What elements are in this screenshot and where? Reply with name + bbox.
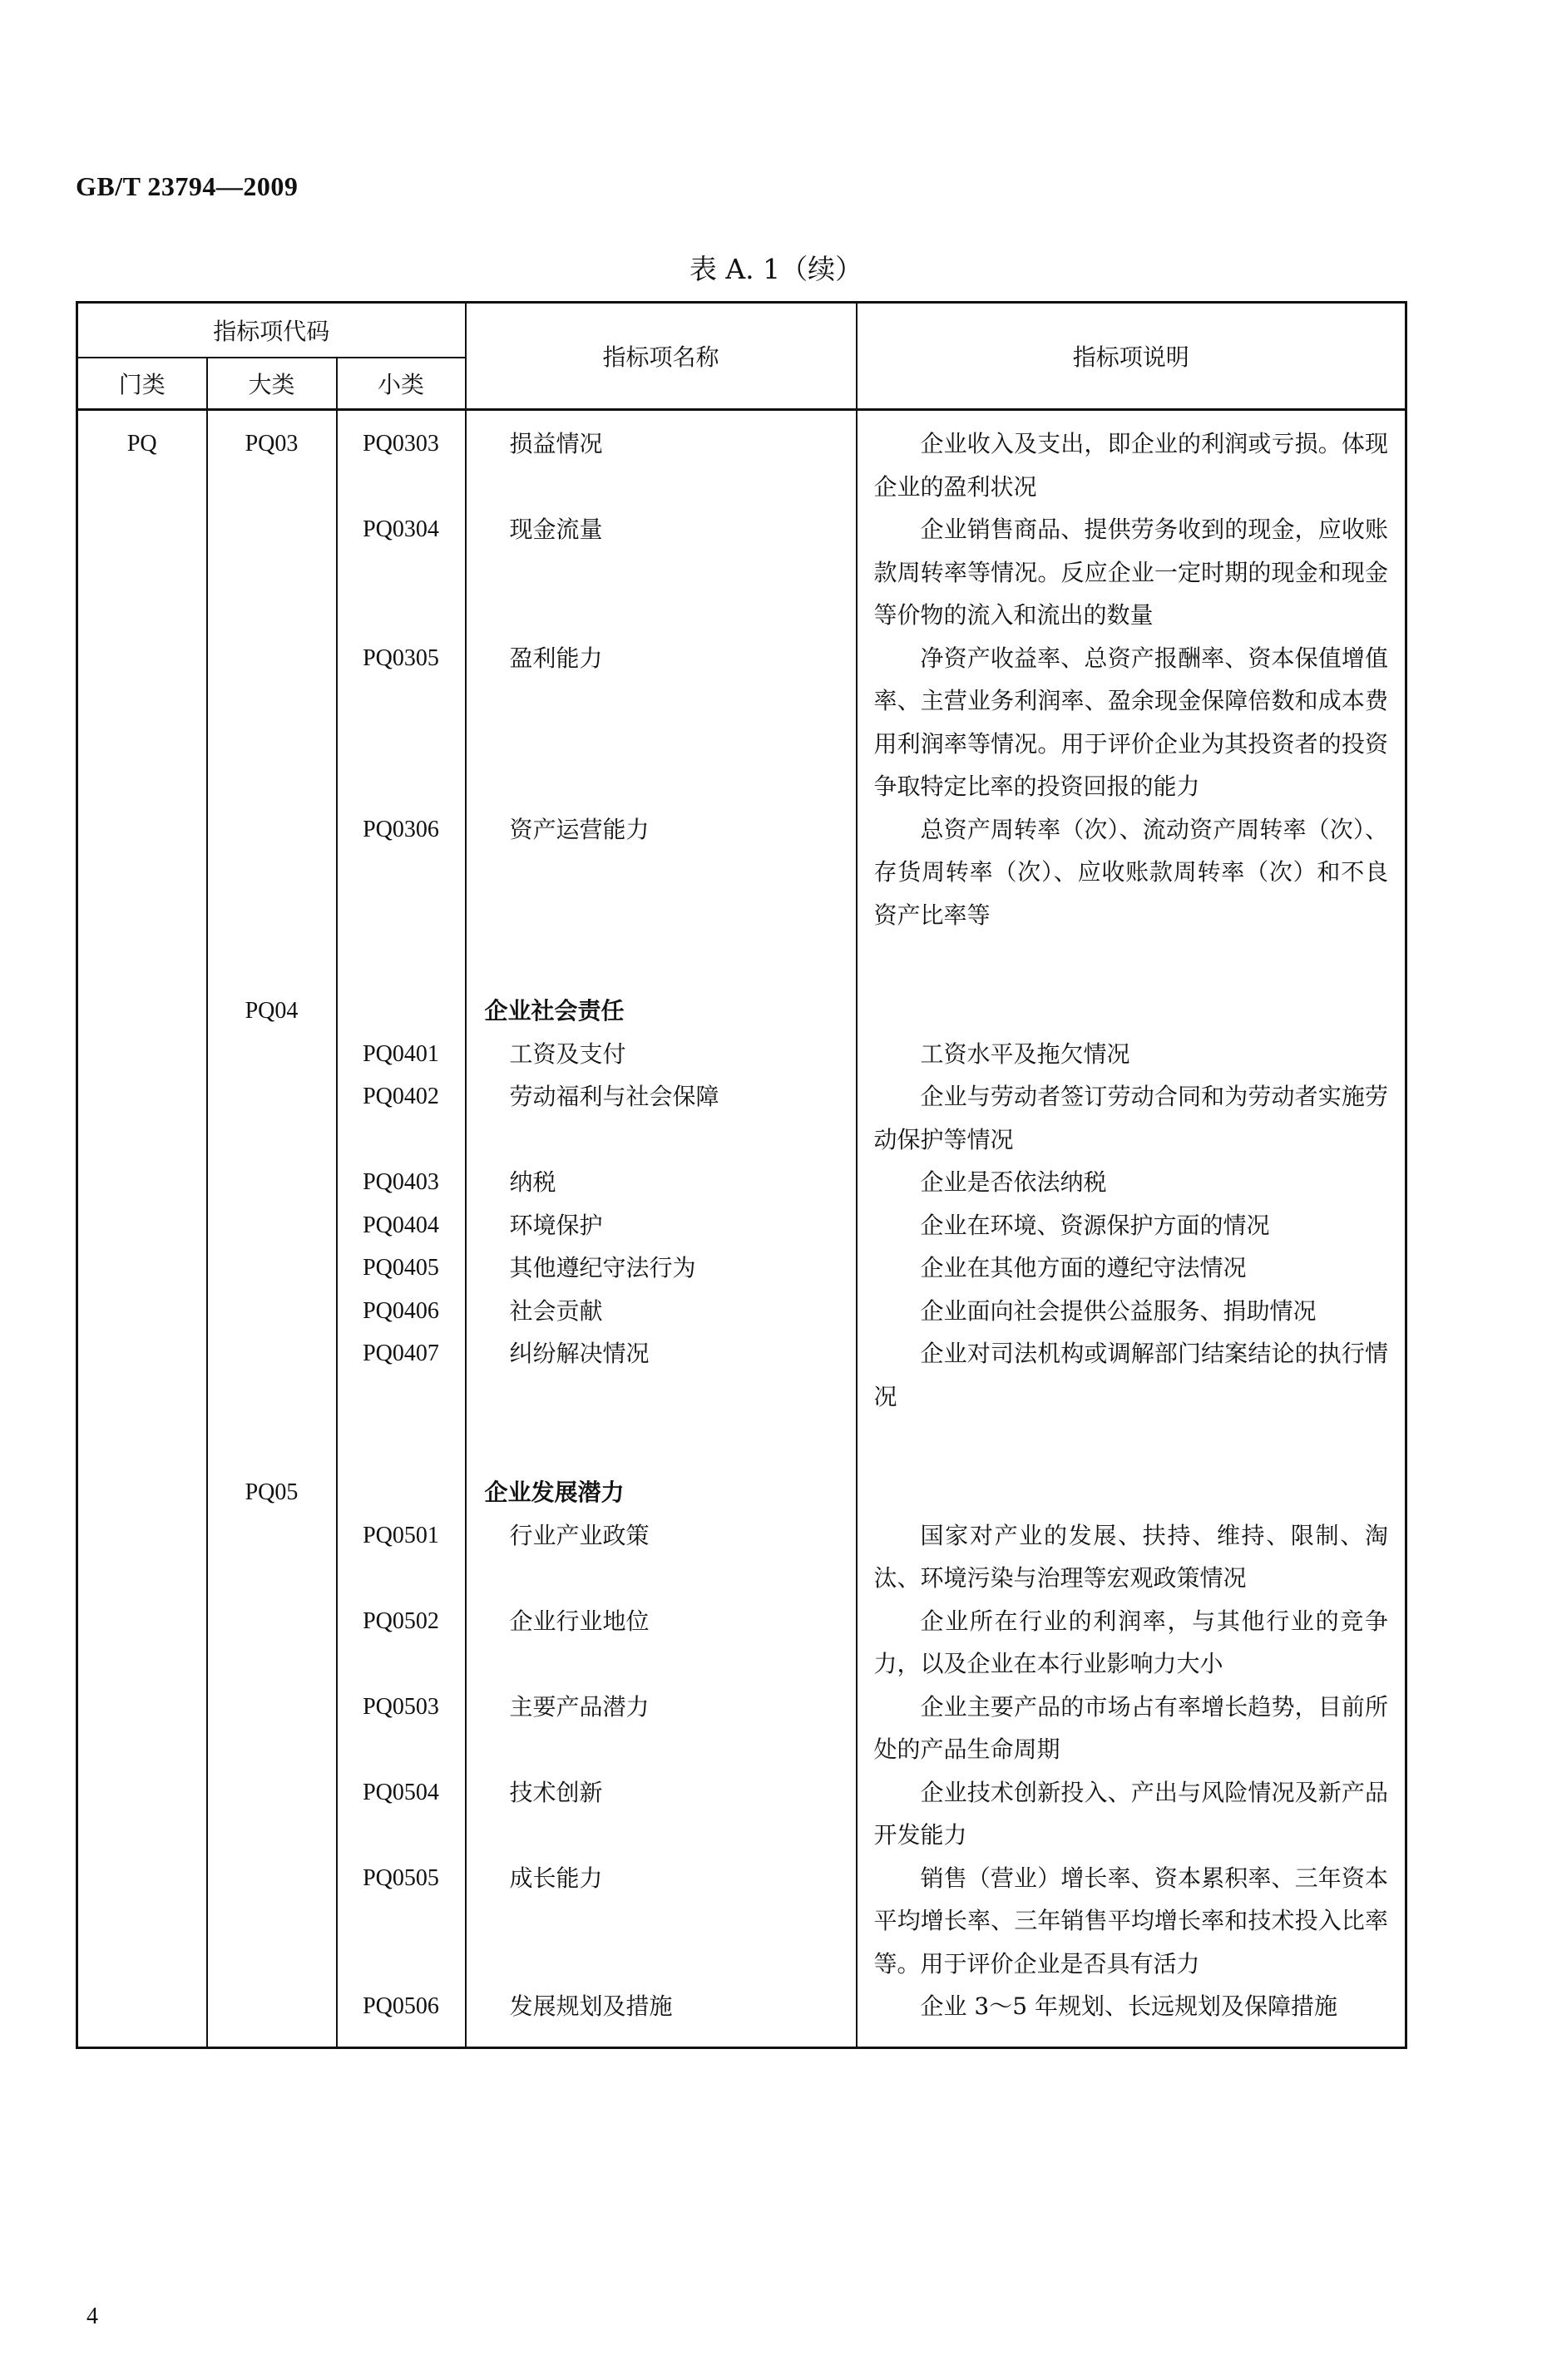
cell-desc	[857, 637, 1406, 808]
cell-da: PQ03	[207, 410, 337, 509]
table-row	[77, 1514, 1406, 1600]
desc-text: 销售（营业）增长率、资本累积率、三年资本平均增长率、三年销售平均增长率和技术投入比率等。用于评价企业是否具有活力	[873, 1864, 1389, 1978]
cell-xiao: PQ0503	[337, 1686, 466, 1771]
cell-da	[207, 1332, 337, 1418]
cell-da	[207, 1686, 337, 1771]
indicator-table	[76, 301, 1407, 2049]
header-desc: 指标项说明	[857, 303, 1406, 410]
desc-text: 企业面向社会提供公益服务、捐助情况	[920, 1296, 1317, 1325]
cell-da	[207, 508, 337, 637]
cell-men	[77, 1600, 207, 1686]
cell-men	[77, 1290, 207, 1333]
cell-name: 资产运营能力	[466, 808, 857, 937]
cell-men	[77, 1514, 207, 1600]
cell-men	[77, 990, 207, 1033]
spacer-cell	[337, 1418, 466, 1471]
table-row	[77, 410, 1406, 509]
cell-name: 成长能力	[466, 1857, 857, 1986]
cell-men	[77, 1161, 207, 1204]
cell-men	[77, 1033, 207, 1076]
table-row	[77, 1075, 1406, 1161]
cell-men	[77, 1247, 207, 1290]
desc-text: 国家对产业的发展、扶持、维持、限制、淘汰、环境污染与治理等宏观政策情况	[873, 1521, 1389, 1592]
desc-text: 企业 3～5 年规划、长远规划及保障措施	[920, 1992, 1337, 2020]
cell-xiao: PQ0504	[337, 1771, 466, 1857]
cell-da: PQ04	[207, 990, 337, 1033]
cell-name: 行业产业政策	[466, 1514, 857, 1600]
cell-men	[77, 1985, 207, 2047]
cell-men	[77, 1686, 207, 1771]
table-row	[77, 1033, 1406, 1076]
cell-desc	[857, 1247, 1406, 1290]
cell-name: 社会贡献	[466, 1290, 857, 1333]
group-row	[77, 990, 1406, 1033]
cell-men	[77, 1857, 207, 1986]
table-row	[77, 1161, 1406, 1204]
cell-xiao: PQ0305	[337, 637, 466, 808]
table-row	[77, 808, 1406, 937]
cell-desc	[857, 1161, 1406, 1204]
cell-desc	[857, 410, 1406, 509]
cell-desc	[857, 1857, 1406, 1986]
cell-desc	[857, 1204, 1406, 1247]
cell-name: 损益情况	[466, 410, 857, 509]
table-row	[77, 1332, 1406, 1418]
cell-desc	[857, 990, 1406, 1033]
table-row	[77, 1290, 1406, 1333]
cell-desc	[857, 508, 1406, 637]
cell-xiao: PQ0501	[337, 1514, 466, 1600]
cell-xiao: PQ0404	[337, 1204, 466, 1247]
cell-name: 劳动福利与社会保障	[466, 1075, 857, 1161]
desc-text: 总资产周转率（次）、流动资产周转率（次）、存货周转率（次）、应收账款周转率（次）和不良资产比率等	[873, 815, 1389, 929]
cell-da	[207, 1161, 337, 1204]
cell-desc	[857, 1600, 1406, 1686]
cell-desc	[857, 1985, 1406, 2047]
cell-desc	[857, 1771, 1406, 1857]
header-code-group: 指标项代码	[77, 303, 466, 358]
document-code: GB/T 23794—2009	[76, 171, 299, 201]
cell-men	[77, 637, 207, 808]
header-xiao: 小类	[337, 358, 466, 410]
spacer-cell	[77, 936, 207, 990]
desc-text: 企业技术创新投入、产出与风险情况及新产品开发能力	[873, 1778, 1389, 1849]
table-row	[77, 1771, 1406, 1857]
cell-xiao: PQ0405	[337, 1247, 466, 1290]
cell-da	[207, 637, 337, 808]
cell-da	[207, 1204, 337, 1247]
desc-text: 企业是否依法纳税	[920, 1168, 1107, 1196]
cell-xiao: PQ0502	[337, 1600, 466, 1686]
cell-xiao: PQ0402	[337, 1075, 466, 1161]
desc-text: 工资水平及拖欠情况	[920, 1039, 1130, 1068]
cell-men	[77, 1204, 207, 1247]
cell-men	[77, 1332, 207, 1418]
cell-da: PQ05	[207, 1471, 337, 1514]
table-row	[77, 1985, 1406, 2047]
cell-name: 纳税	[466, 1161, 857, 1204]
cell-name: 发展规划及措施	[466, 1985, 857, 2047]
cell-da	[207, 1290, 337, 1333]
page-number: 4	[86, 2303, 98, 2329]
desc-text: 企业主要产品的市场占有率增长趋势，目前所处的产品生命周期	[873, 1692, 1389, 1763]
spacer-cell	[466, 1418, 857, 1471]
cell-da	[207, 808, 337, 937]
spacer-cell	[207, 1418, 337, 1471]
cell-xiao: PQ0506	[337, 1985, 466, 2047]
cell-name: 企业行业地位	[466, 1600, 857, 1686]
cell-name: 工资及支付	[466, 1033, 857, 1076]
cell-xiao	[337, 1471, 466, 1514]
table-row	[77, 508, 1406, 637]
header-name: 指标项名称	[466, 303, 857, 410]
table-header	[77, 303, 1406, 410]
header-men: 门类	[77, 358, 207, 410]
cell-name: 企业社会责任	[466, 990, 857, 1033]
cell-name: 纠纷解决情况	[466, 1332, 857, 1418]
cell-da	[207, 1600, 337, 1686]
cell-da	[207, 1985, 337, 2047]
cell-desc	[857, 1075, 1406, 1161]
desc-text: 企业在环境、资源保护方面的情况	[920, 1211, 1270, 1239]
cell-men	[77, 1075, 207, 1161]
table-body	[77, 410, 1406, 2048]
cell-name: 技术创新	[466, 1771, 857, 1857]
cell-men	[77, 1471, 207, 1514]
cell-da	[207, 1857, 337, 1986]
cell-name: 其他遵纪守法行为	[466, 1247, 857, 1290]
table-row	[77, 1600, 1406, 1686]
cell-xiao: PQ0306	[337, 808, 466, 937]
cell-xiao	[337, 990, 466, 1033]
table-row	[77, 1686, 1406, 1771]
table-row	[77, 1247, 1406, 1290]
group-row	[77, 1471, 1406, 1514]
desc-text: 企业对司法机构或调解部门结案结论的执行情况	[873, 1340, 1389, 1410]
cell-da	[207, 1247, 337, 1290]
desc-text: 企业收入及支出，即企业的利润或亏损。体现企业的盈利状况	[873, 430, 1389, 501]
spacer-row	[77, 936, 1406, 990]
cell-desc	[857, 1033, 1406, 1076]
cell-xiao: PQ0303	[337, 410, 466, 509]
desc-text: 企业所在行业的利润率，与其他行业的竞争力，以及企业在本行业影响力大小	[873, 1607, 1389, 1677]
cell-name: 现金流量	[466, 508, 857, 637]
table-row	[77, 637, 1406, 808]
cell-men: PQ	[77, 410, 207, 509]
desc-text: 净资产收益率、总资产报酬率、资本保值增值率、主营业务利润率、盈余现金保障倍数和成本费用利润率等情况。用于评价企业为其投资者的投资争取特定比率的投资回报的能力	[873, 644, 1389, 800]
spacer-cell	[857, 1418, 1406, 1471]
cell-xiao: PQ0401	[337, 1033, 466, 1076]
spacer-row	[77, 1418, 1406, 1471]
table-row	[77, 1204, 1406, 1247]
spacer-cell	[77, 1418, 207, 1471]
cell-desc	[857, 1471, 1406, 1514]
cell-xiao: PQ0406	[337, 1290, 466, 1333]
spacer-cell	[207, 936, 337, 990]
cell-desc	[857, 1290, 1406, 1333]
spacer-cell	[337, 936, 466, 990]
cell-da	[207, 1033, 337, 1076]
cell-xiao: PQ0407	[337, 1332, 466, 1418]
cell-men	[77, 508, 207, 637]
cell-da	[207, 1514, 337, 1600]
header-da: 大类	[207, 358, 337, 410]
cell-xiao: PQ0505	[337, 1857, 466, 1986]
spacer-cell	[466, 936, 857, 990]
cell-da	[207, 1771, 337, 1857]
desc-text: 企业与劳动者签订劳动合同和为劳动者实施劳动保护等情况	[873, 1083, 1389, 1153]
cell-name: 环境保护	[466, 1204, 857, 1247]
cell-desc	[857, 808, 1406, 937]
cell-da	[207, 1075, 337, 1161]
desc-text: 企业在其他方面的遵纪守法情况	[920, 1254, 1247, 1281]
table-title: 表 A. 1（续）	[689, 253, 863, 285]
cell-name: 盈利能力	[466, 637, 857, 808]
cell-desc	[857, 1514, 1406, 1600]
cell-name: 企业发展潜力	[466, 1471, 857, 1514]
spacer-cell	[857, 936, 1406, 990]
cell-xiao: PQ0403	[337, 1161, 466, 1204]
cell-desc	[857, 1686, 1406, 1771]
cell-men	[77, 808, 207, 937]
cell-desc	[857, 1332, 1406, 1418]
cell-men	[77, 1771, 207, 1857]
desc-text: 企业销售商品、提供劳务收到的现金，应收账款周转率等情况。反应企业一定时期的现金和现金等价物的流入和流出的数量	[873, 516, 1389, 629]
table-row	[77, 1857, 1406, 1986]
cell-name: 主要产品潜力	[466, 1686, 857, 1771]
cell-xiao: PQ0304	[337, 508, 466, 637]
